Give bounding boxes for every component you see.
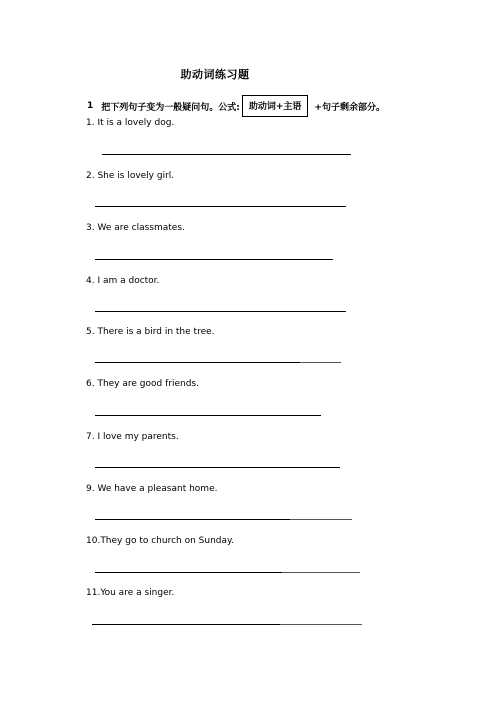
answer-line[interactable] xyxy=(95,415,321,416)
answer-line-extension xyxy=(282,572,360,573)
answer-line[interactable] xyxy=(92,624,280,625)
answer-line[interactable] xyxy=(95,311,346,312)
question-text: 2. She is lovely girl. xyxy=(86,171,175,181)
answer-line[interactable] xyxy=(95,259,333,260)
instruction-text-after: +句子剩余部分。 xyxy=(314,102,385,113)
question-text: 10.They go to church on Sunday. xyxy=(86,536,234,546)
worksheet-title: 助动词练习题 xyxy=(180,68,250,81)
question-text: 9. We have a pleasant home. xyxy=(86,484,218,494)
answer-line[interactable] xyxy=(102,154,351,155)
answer-line[interactable] xyxy=(95,572,282,573)
answer-line[interactable] xyxy=(95,467,340,468)
instruction-text: 把下列句子变为一般疑问句。公式: xyxy=(101,102,240,113)
answer-line[interactable] xyxy=(95,362,300,363)
instruction-number: 1 xyxy=(87,101,94,111)
question-text: 4. I am a doctor. xyxy=(86,276,160,286)
formula-box: 助动词+主语 xyxy=(242,95,309,117)
question-text: 7. I love my parents. xyxy=(86,432,179,442)
question-text: 1. It is a lovely dog. xyxy=(86,118,175,128)
question-text: 5. There is a bird in the tree. xyxy=(86,327,215,337)
question-text: 3. We are classmates. xyxy=(86,223,185,233)
answer-line-extension xyxy=(290,519,352,520)
question-text: 11.You are a singer. xyxy=(86,588,175,598)
answer-line[interactable] xyxy=(95,519,290,520)
answer-line[interactable] xyxy=(95,206,346,207)
answer-line-extension xyxy=(280,624,362,625)
question-text: 6. They are good friends. xyxy=(86,379,199,389)
instruction-line xyxy=(87,95,385,117)
answer-line-extension xyxy=(300,362,341,363)
